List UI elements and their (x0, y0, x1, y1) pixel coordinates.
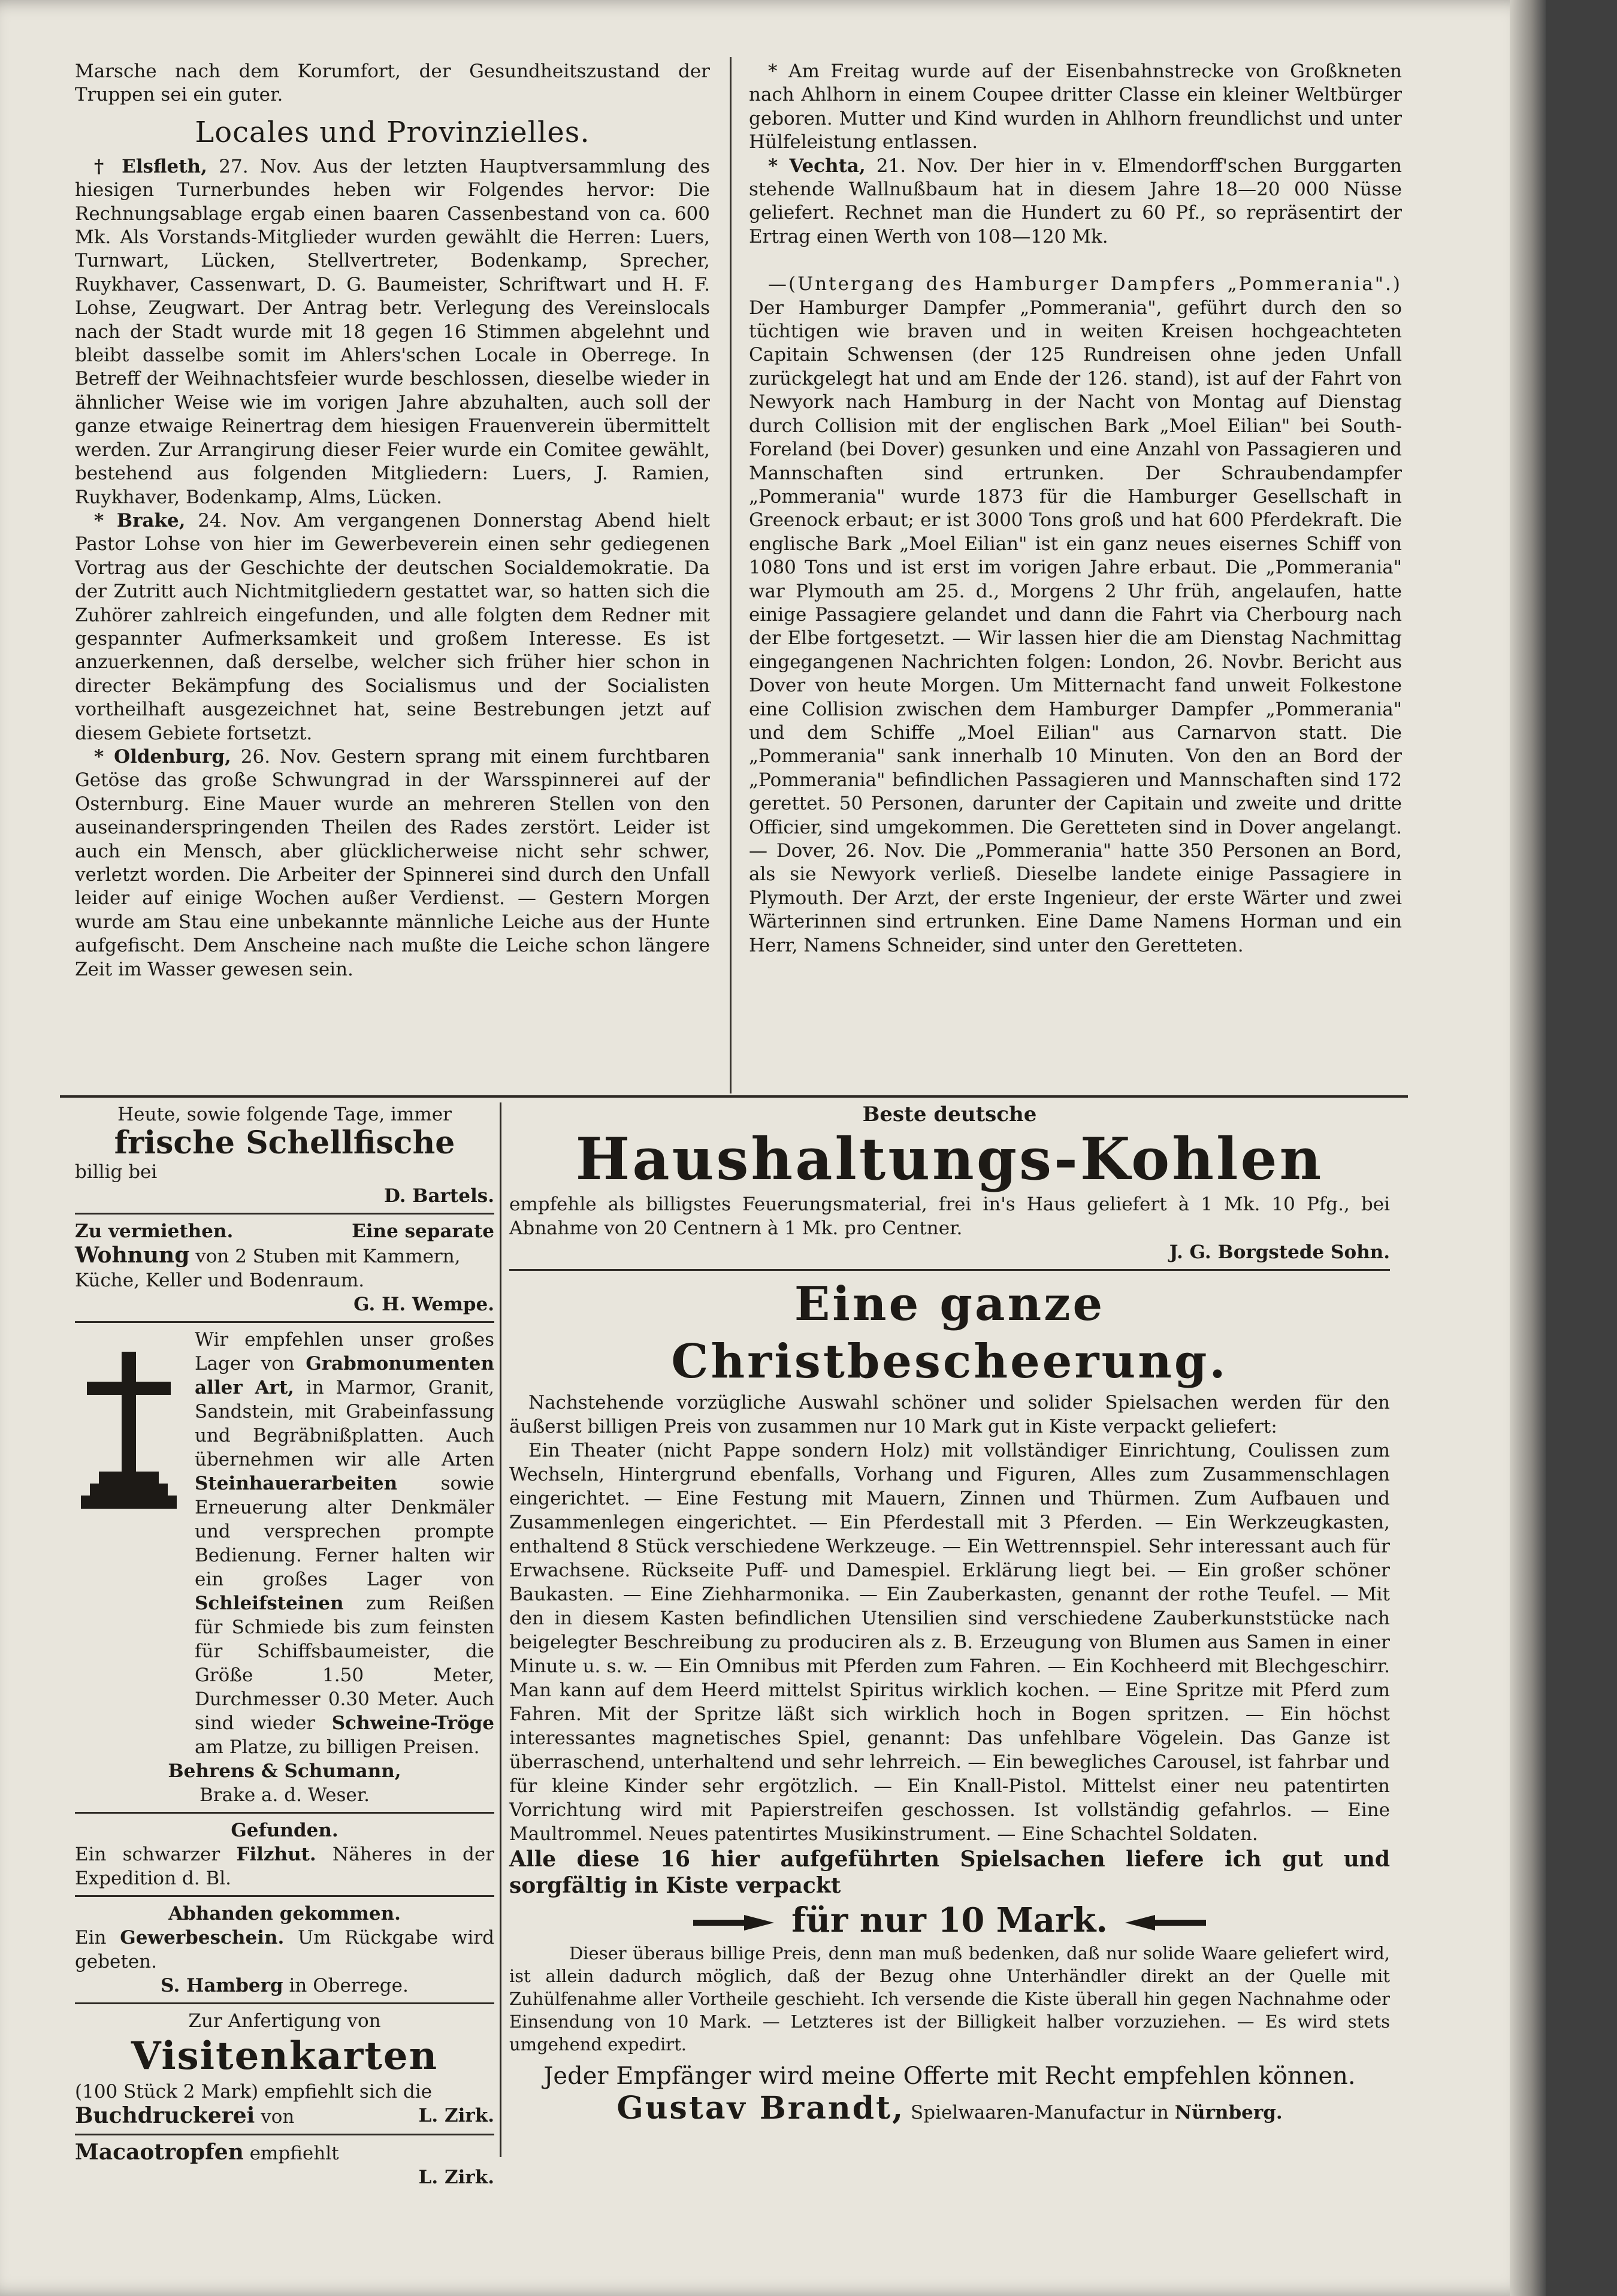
ad-schellfische-line3: billig bei (75, 1161, 158, 1183)
article-vechta (749, 155, 1402, 249)
ad-grab-bold1: Grabmonumenten aller Art, (195, 1353, 494, 1398)
article-oldenburg-body: 26. Nov. Gestern sprang mit einem furchtbaren Getöse das große Schwungrad in der Warsspinnerei auf der Osternburg. Eine Mauer wurde an mehreren Stellen von den auseinanderspringenden Theilen des Rades zerstört. Leider ist auch ein Mensch, aber glücklicherweise nicht sehr schwer, verletzt worden. Die Arbeiter der Spinnerei sind durch den Unfall leider auf einige Wochen außer Verdienst. — Gestern Morgen wurde am Stau eine unbekannte männliche Leiche aus der Hunte aufgefischt. Dem Anscheine nach mußte die Leiche schon längere Zeit im Wasser gewesen sein. (75, 745, 710, 980)
ad-macao-signature: L. Zirk. (418, 2167, 494, 2188)
ad-grab-text5: am Platze, zu billigen Preisen. (195, 1736, 480, 1758)
ad-grab-bold3: Schleifsteinen (195, 1593, 344, 1614)
ad-grab-text3: sowie Erneuerung alter Denkmäler und versprechen prompte Bedienung. Ferner halten wir ein großes Lager von (195, 1473, 494, 1590)
article-brake (75, 509, 710, 745)
ad-macaotropfen (75, 2140, 494, 2189)
ad-macao-bold: Macaotropfen (75, 2140, 244, 2165)
ad-visiten-line3: (100 Stück 2 Mark) empfiehlt sich die (75, 2081, 433, 2102)
ad-gefunden-head: Gefunden. (231, 1820, 338, 1841)
ad-christbescheerung (509, 1276, 1390, 2125)
ad-schellfische-signature: D. Bartels. (383, 1185, 494, 1207)
ad-rule (75, 2002, 494, 2004)
ad-gefunden (75, 1818, 494, 1890)
article-pommerania-head: —(Untergang des Hamburger Dampfers „Pommerania".) (768, 273, 1402, 295)
ad-grab-bold2: Steinhauerarbeiten (195, 1473, 398, 1494)
ads-left (75, 1102, 494, 2189)
ad-grab-text2: in Marmor, Granit, Sandstein, mit Grabeinfassung und Begräbnißplatten. Auch übernehmen wir alle Arten (195, 1377, 494, 1470)
ad-grab-bold4: Schweine-Tröge (331, 1712, 494, 1734)
ad-wohnung-text: von 2 Stuben mit Kammern, Küche, Keller und Bodenraum. (75, 1246, 461, 1291)
ad-visiten-bold: Buchdruckerei (75, 2103, 255, 2128)
ad-wohnung (75, 1219, 494, 1316)
pointing-hand-right-icon (690, 1908, 780, 1938)
ad-abhanden-head: Abhanden gekommen. (168, 1903, 401, 1925)
ad-wohnung-head2: Eine separate (352, 1220, 494, 1242)
ad-christ-title: Eine ganze Christbescheerung. (671, 1277, 1228, 1389)
article-elsfleth-body: 27. Nov. Aus der letzten Hauptversammlung des hiesigen Turnerbundes heben wir Folgendes hervor: Die Rechnungsablage ergab einen baaren Cassenbestand von ca. 600 Mk. Als Vorstands-Mitglieder wurden gewählt die Herren: Luers, Turnwart, Lücken, Stellvertreter, Bodenkamp, Sprecher, Ruykhaver, Cassenwart, D. G. Baumeister, Schriftwart und H. F. Lohse, Zeugwart. Der Antrag betr. Verlegung des Vereinslocals nach der Stadt wurde mit 18 gegen 16 Stimmen abgelehnt und bleibt dasselbe somit im Ahlers'schen Locale in Oberrege. In Betreff der Weihnachtsfeier wurde beschlossen, dieselbe wieder in ähnlicher Weise wie im vorigen Jahre abzuhalten, auch soll der ganze etwaige Reinertrag dem hiesigen Frauenverein übermittelt werden. Zur Arrangirung dieser Feier wurde ein Comitee gewählt, bestehend aus folgenden Mitgliedern: Luers, J. Ramien, Ruykhaver, Bodenkamp, Alms, Lücken. (75, 155, 710, 508)
ad-rule (75, 1812, 494, 1814)
ad-christ-text3: Jeder Empfänger wird meine Offerte mit Recht empfehlen können. (543, 2062, 1356, 2090)
ad-kohlen-head: Beste deutsche (862, 1102, 1037, 1126)
ad-christ-price: für nur 10 Mark. (791, 1901, 1108, 1940)
article-oldenburg (75, 745, 710, 981)
ad-christ-intro: Nachstehende vorzügliche Auswahl schöner und solider Spielsachen werden für den äußerst billigen Preis von zusammen nur 10 Mark gut in Kiste verpackt geliefert: (509, 1392, 1390, 1437)
right-column (749, 60, 1402, 957)
left-column (75, 60, 710, 981)
ad-christ-signature: Gustav Brandt, (616, 2090, 905, 2126)
ad-abhanden-t2: Um Rückgabe wird gebeten. (75, 1927, 495, 1972)
ad-grab-signature: Behrens & Schumann, (168, 1760, 401, 1782)
ad-wohnung-head: Zu vermiethen. (75, 1220, 234, 1242)
ad-visiten-von: von (261, 2106, 295, 2128)
ad-visiten-title: Visitenkarten (131, 2034, 439, 2079)
left-p0: Marsche nach dem Korumfort, der Gesundheitszustand der Truppen sei ein guter. (75, 61, 710, 106)
ads-column-divider (500, 1102, 501, 2157)
article-vechta-body: 21. Nov. Der hier in v. Elmendorff'schen Burggarten stehende Wallnußbaum hat in diesem Jahre 18—20 000 Nüsse geliefert. Rechnet man die Hundert zu 60 Pf., so repräsentirt der Ertrag einen Werth von 108—120 Mk. (749, 155, 1403, 247)
article-ahlhorn: * Am Freitag wurde auf der Eisenbahnstrecke von Großkneten nach Ahlhorn in einem Coupee dritter Classe ein kleiner Weltbürger geboren. Mutter und Kind wurden in Ahlhorn freundlichst und unter Hülfeleistung entlassen. (749, 61, 1402, 153)
ad-christ-body: Ein Theater (nicht Pappe sondern Holz) mit vollständiger Einrichtung, Coulissen zum Wechseln, Hintergrund ebenfalls, Vorhang und Figuren, Alles zum Zusammenschlagen eingerichtet. — Eine Festung mit Mauern, Zinnen und Thürmen. Zum Aufbauen und Zusammenlegen eingerichtet. — Ein Pferdestall mit 3 Pferden. — Ein Werkzeugkasten, enthaltend 8 Stück verschiedene Werkzeuge. — Ein Wettrennspiel. Sehr interessant auch für Erwachsene. Rückseite Puff- und Damespiel. Erklärung liegt bei. — Ein großer schöner Baukasten. — Eine Ziehharmonika. — Ein Zauberkasten, genannt der rothe Teufel. — Mit den in diesem Kasten befindlichen Utensilien sind verschiedene Zauberkunststücke nach beigelegter Beschreibung zu produciren als z. B. Erzeugung von Blumen aus Samen in einer Minute u. s. w. — Ein Omnibus mit Pferden zum Fahren. — Ein Kochheerd mit Blechgeschirr. Man kann auf dem Heerd mittelst Spiritus wirklich kochen. — Eine Spritze mit Pferd zum Fahren. Mit der Spritze läßt sich wirklich hoch in Bogen spritzen. — Ein höchst interessantes magnetisches Spiel, genannt: Das unfehlbare Vögelein. Das Ganze ist überraschend, unterhaltend und sehr lehrreich. — Ein bewegliches Carousel, ist fahrbar und für kleine Kinder sehr ergötzlich. — Ein Knall-Pistol. Mittelst einer neu patentirten Vorrichtung wird mit Papierstreifen geschossen. Ist vollständig gefahrlos. — Eine Maultrommel. Neues patentirtes Musikinstrument. — Eine Schachtel Soldaten. (509, 1440, 1390, 1845)
ad-grabmonumente (75, 1328, 494, 1807)
ad-abhanden-signature2: in Oberrege. (289, 1975, 409, 1996)
ad-schellfische-line1: Heute, sowie folgende Tage, immer (117, 1104, 452, 1125)
section-title: Locales und Provinzielles. (195, 115, 590, 149)
ad-rule (75, 1321, 494, 1323)
ad-christ-signature3: Nürnberg. (1174, 2102, 1283, 2123)
ad-abhanden (75, 1902, 494, 1998)
page-edge-shadow (1510, 0, 1546, 2296)
article-pommerania-body: Der Hamburger Dampfer „Pommerania", geführt durch den so tüchtigen wie braven und in weiten Kreisen hochgeachteten Capitain Schwensen (der 125 Rundreisen ohne jeden Unfall zurückgelegt hat und am Ende der 126. stand), ist auf der Fahrt von Newyork nach Hamburg in der Nacht von Montag auf Dienstag durch Collision mit der englischen Bark „Moel Eilian" bei South-Foreland (bei Dover) gesunken und eine Anzahl von Passagieren und Mannschaften sind ertrunken. Der Schraubendampfer „Pommerania" wurde 1873 für die Hamburger Gesellschaft in Greenock erbaut; er ist 3000 Tons groß und hat 600 Pferdekraft. Die englische Bark „Moel Eilian" ist ein ganz neues eisernes Schiff von 1080 Tons und ist erst im vorigen Jahre erbaut. Die „Pommerania" war Plymouth am 25. d., Morgens 2 Uhr früh, angelaufen, hatte einige Passagiere gelandet und dann die Fahrt via Cherbourg nach der Elbe fortgesetzt. — Wir lassen hier die am Dienstag Nachmittag eingegangenen Nachrichten folgen: London, 26. Novbr. Bericht aus Dover von heute Morgen. Um Mitternacht fand unweit Folkestone eine Collision zwischen dem Hamburger Dampfer „Pommerania" und dem Schiffe „Moel Eilian" aus Carnarvon statt. Die „Pommerania" sank innerhalb 10 Minuten. Von den an Bord der „Pommerania" befindlichen Passagieren und Mannschaften sind 172 gerettet. 50 Personen, darunter der Capitain und zweite und dritte Officier, sind umgekommen. Die Geretteten sind in Dover angelangt. — Dover, 26. Nov. Die „Pommerania" hatte 350 Personen an Bord, als sie Newyork verließ. Dieselbe landete einige Passagiere in Plymouth. Der Arzt, der erste Ingenieur, der erste Wärter und zwei Wärterinnen sind ertrunken. Eine Dame Namens Horman und ein Herr, Namens Schneider, sind unter den Geretteten. (749, 297, 1402, 956)
pointing-hand-left-icon (1119, 1908, 1209, 1938)
ads-top-rule (60, 1095, 1408, 1098)
ads-right (509, 1102, 1390, 2125)
ad-grab-text4: zum Reißen für Schmiede bis zum feinsten für Schiffsbaumeister, die Größe 1.50 Meter, Durchmesser 0.30 Meter. Auch sind wieder (195, 1593, 495, 1734)
ad-wohnung-bold: Wohnung (75, 1243, 190, 1268)
ad-gefunden-bold: Filzhut. (236, 1844, 316, 1865)
ad-kohlen-text: empfehle als billigstes Feuerungsmaterial, frei in's Haus geliefert à 1 Mk. 10 Pfg., bei Abnahme von 20 Centnern à 1 Mk. pro Centner. (509, 1194, 1390, 1239)
ad-christ-text2: Dieser überaus billige Preis, denn man muß bedenken, daß nur solide Waare geliefert wird, ist allein dadurch möglich, daß der Bezug ohne Unterhändler direkt an der Quelle mit Zuhülfenahme aller Vortheile geschieht. Ich versende die Kiste überall hin gegen Nachnahme oder Einsendung von 10 Mark. — Letzteres ist der Billigkeit halber vorzuziehen. — Es wird stets umgehend expedirt. (509, 1943, 1390, 2055)
ad-gefunden-t2: Näheres in der Expedition d. Bl. (75, 1844, 495, 1889)
ad-christ-bold: Alle diese 16 hier aufgeführten Spielsachen liefere ich gut und sorgfältig in Kiste verpackt (509, 1847, 1390, 1898)
article-brake-body: 24. Nov. Am vergangenen Donnerstag Abend hielt Pastor Lohse von hier im Gewerbeverein einen sehr gediegenen Vortrag aus der Geschichte der deutschen Socialdemokratie. Da der Zutritt auch Nichtmitgliedern gestattet war, so hatten sich die Zuhörer zahlreich eingefunden, und alle folgten dem Redner mit gespannter Aufmerksamkeit und großem Interesse. Es ist anzuerkennen, daß derselbe, welcher sich früher hier schon in directer Bekämpfung des Socialismus und der Socialisten vortheilhaft ausgezeichnet hat, seine Bestrebungen jetzt auf diesem Gebiete fortsetzt. (75, 509, 710, 744)
ad-grab-text1: Wir empfehlen unser großes Lager von (195, 1329, 494, 1374)
ad-gefunden-t1: Ein schwarzer (75, 1844, 220, 1865)
ad-rule (75, 1213, 494, 1215)
article-elsfleth-head: † Elsfleth, (94, 155, 207, 177)
ad-grab-signature2: Brake a. d. Weser. (199, 1784, 370, 1806)
ad-christ-signature2: Spielwaaren-Manufactur in (911, 2102, 1169, 2123)
article-vechta-head: * Vechta, (768, 155, 866, 177)
ad-kohlen (509, 1102, 1390, 1264)
ad-abhanden-t1: Ein (75, 1927, 107, 1948)
ad-visitenkarten (75, 2009, 494, 2129)
article-pommerania (749, 273, 1402, 957)
article-oldenburg-head: * Oldenburg, (94, 745, 231, 768)
article-brake-head: * Brake, (94, 509, 186, 531)
ad-macao-text: empfiehlt (249, 2143, 339, 2164)
ad-kohlen-title: Haushaltungs-Kohlen (575, 1125, 1324, 1193)
ad-abhanden-signature: S. Hamberg (161, 1975, 283, 1996)
ad-visiten-signature: L. Zirk. (418, 2105, 494, 2126)
ad-wohnung-signature: G. H. Wempe. (353, 1294, 494, 1315)
ad-rule (509, 1269, 1390, 1271)
ad-schellfische-title: frische Schellfische (114, 1125, 455, 1161)
ad-kohlen-signature: J. G. Borgstede Sohn. (1169, 1241, 1390, 1263)
ad-schellfische (75, 1102, 494, 1208)
ad-abhanden-bold: Gewerbeschein. (120, 1927, 285, 1948)
cross-icon (75, 1346, 183, 1513)
column-divider (730, 57, 732, 1093)
article-elsfleth (75, 155, 710, 509)
ad-rule (75, 2134, 494, 2135)
ad-visiten-line1: Zur Anfertigung von (188, 2010, 381, 2032)
ad-rule (75, 1895, 494, 1897)
